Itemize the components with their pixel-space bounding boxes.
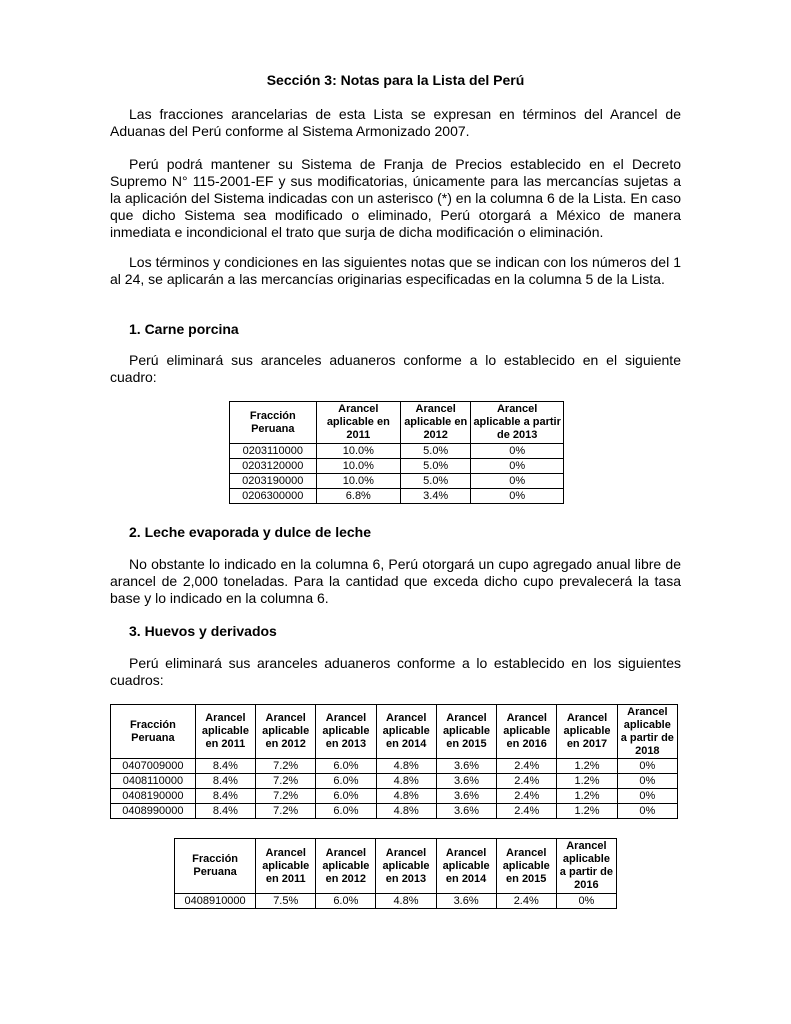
table-cell: 5.0% [401,474,471,489]
table-row [175,894,617,909]
table-cell: 0407009000 [111,759,196,774]
table-header-cell: Arancel aplicable en 2013 [376,839,436,894]
section3-paragraph [110,655,681,689]
table-cell: 0% [471,474,564,489]
paragraph-price-band [110,156,681,241]
table-header-row [230,402,564,444]
table-row [230,474,564,489]
table-cell: 3.6% [436,774,496,789]
paragraph-price-band-text: Perú podrá mantener su Sistema de Franja de Precios establecido en el Decreto Supremo N° 115-2001-EF y sus modificatorias, únicamente para las mercancías sujetas a la aplicación del Sistema indicadas con un asterisco (*) en la columna 6 de la Lista. En caso que dicho Sistema sea modificado o eliminado, Perú otorgará a México de manera inmediata e incondicional el trato que surja de dicha modificación o eliminación. [110,156,681,240]
table-cell: 8.4% [195,804,255,819]
table-cell: 7.2% [256,759,316,774]
table-cell: 8.4% [195,789,255,804]
table-cell: 8.4% [195,774,255,789]
table-cell: 0408190000 [111,789,196,804]
table-eggs [110,704,678,819]
table-cell: 2.4% [497,759,557,774]
table-cell: 5.0% [401,444,471,459]
table-cell: 6.0% [316,789,376,804]
table-cell: 0% [617,804,677,819]
paragraph-terms [110,254,681,288]
table-header-row [175,839,617,894]
table-header-cell: Arancel aplicable en 2015 [496,839,556,894]
section2-paragraph-text: No obstante lo indicado en la columna 6, Perú otorgará un cupo agregado anual libre de arancel de 2,000 toneladas. Para la cantidad que exceda dicho cupo prevalecerá la tasa base y lo indicado en la columna 6. [110,556,681,606]
table-cell: 10.0% [316,459,401,474]
table-row [111,774,678,789]
table-cell: 3.4% [401,489,471,504]
table-header-cell: Arancel aplicable en 2014 [436,839,496,894]
table-header-cell: Fracción Peruana [230,402,317,444]
table-row [111,759,678,774]
table-cell: 8.4% [195,759,255,774]
table-cell: 0203190000 [230,474,317,489]
table-header-cell: Arancel aplicable en 2016 [497,705,557,759]
table-cell: 2.4% [497,804,557,819]
table-row [230,459,564,474]
table-cell: 0% [617,774,677,789]
table-header-cell: Arancel aplicable en 2015 [436,705,496,759]
table-cell: 1.2% [557,804,617,819]
table-cell: 1.2% [557,774,617,789]
table-header-cell: Arancel aplicable en 2014 [376,705,436,759]
table-cell: 7.2% [256,804,316,819]
table-header-cell: Arancel aplicable a partir de 2013 [471,402,564,444]
table-cell: 0203110000 [230,444,317,459]
table-pork [229,401,564,504]
paragraph-intro-text: Las fracciones arancelarias de esta Lista se expresan en términos del Arancel de Aduanas del Perú conforme al Sistema Armonizado 2007. [110,106,681,139]
table-row [111,804,678,819]
table-cell: 4.8% [376,804,436,819]
section2-heading: 2. Leche evaporada y dulce de leche [129,524,371,540]
table-cell: 2.4% [497,789,557,804]
table-cell: 6.8% [316,489,401,504]
table-row [111,789,678,804]
section3-heading: 3. Huevos y derivados [129,623,277,639]
table-header-cell: Arancel aplicable en 2011 [316,402,401,444]
table-cell: 4.8% [376,894,436,909]
table-cell: 4.8% [376,759,436,774]
table-cell: 3.6% [436,804,496,819]
table-header-cell: Arancel aplicable en 2011 [256,839,316,894]
page-title: Sección 3: Notas para la Lista del Perú [266,72,525,88]
table-cell: 0203120000 [230,459,317,474]
table-cell: 0206300000 [230,489,317,504]
table-cell: 7.2% [256,789,316,804]
section3-paragraph-text: Perú eliminará sus aranceles aduaneros conforme a lo establecido en los siguientes cuadros: [110,655,681,688]
table-cell: 7.5% [256,894,316,909]
section1-paragraph-text: Perú eliminará sus aranceles aduaneros conforme a lo establecido en el siguiente cuadro: [110,352,681,385]
section2-paragraph [110,556,681,607]
table-cell: 5.0% [401,459,471,474]
table-cell: 0% [471,444,564,459]
table-cell: 7.2% [256,774,316,789]
table-cell: 0% [556,894,616,909]
table-header-cell: Fracción Peruana [111,705,196,759]
table-eggs-0408910000 [174,838,617,909]
table-cell: 0% [471,489,564,504]
table-cell: 6.0% [316,804,376,819]
section1-heading: 1. Carne porcina [129,321,239,337]
table-header-cell: Fracción Peruana [175,839,256,894]
paragraph-intro [110,106,681,140]
table-header-cell: Arancel aplicable en 2012 [316,839,376,894]
table-cell: 4.8% [376,789,436,804]
table-cell: 1.2% [557,789,617,804]
table-cell: 6.0% [316,894,376,909]
table-cell: 6.0% [316,759,376,774]
table-cell: 1.2% [557,759,617,774]
table-cell: 0% [617,759,677,774]
table-cell: 2.4% [497,774,557,789]
table-header-cell: Arancel aplicable a partir de 2018 [617,705,677,759]
table-cell: 2.4% [496,894,556,909]
table-cell: 0% [471,459,564,474]
table-cell: 10.0% [316,474,401,489]
table-cell: 0% [617,789,677,804]
table-header-row [111,705,678,759]
table-row [230,489,564,504]
table-cell: 3.6% [436,789,496,804]
table-cell: 3.6% [436,759,496,774]
table-row [230,444,564,459]
table-cell: 3.6% [436,894,496,909]
table-cell: 4.8% [376,774,436,789]
table-header-cell: Arancel aplicable en 2012 [256,705,316,759]
table-cell: 0408990000 [111,804,196,819]
table-cell: 6.0% [316,774,376,789]
table-header-cell: Arancel aplicable en 2017 [557,705,617,759]
paragraph-terms-text: Los términos y condiciones en las siguientes notas que se indican con los números del 1 al 24, se aplicarán a las mercancías originarias especificadas en la columna 5 de la Lista. [110,254,681,287]
section1-paragraph [110,352,681,386]
table-header-cell: Arancel aplicable a partir de 2016 [556,839,616,894]
table-header-cell: Arancel aplicable en 2013 [316,705,376,759]
table-cell: 0408110000 [111,774,196,789]
table-header-cell: Arancel aplicable en 2011 [195,705,255,759]
table-header-cell: Arancel aplicable en 2012 [401,402,471,444]
table-cell: 10.0% [316,444,401,459]
table-cell: 0408910000 [175,894,256,909]
